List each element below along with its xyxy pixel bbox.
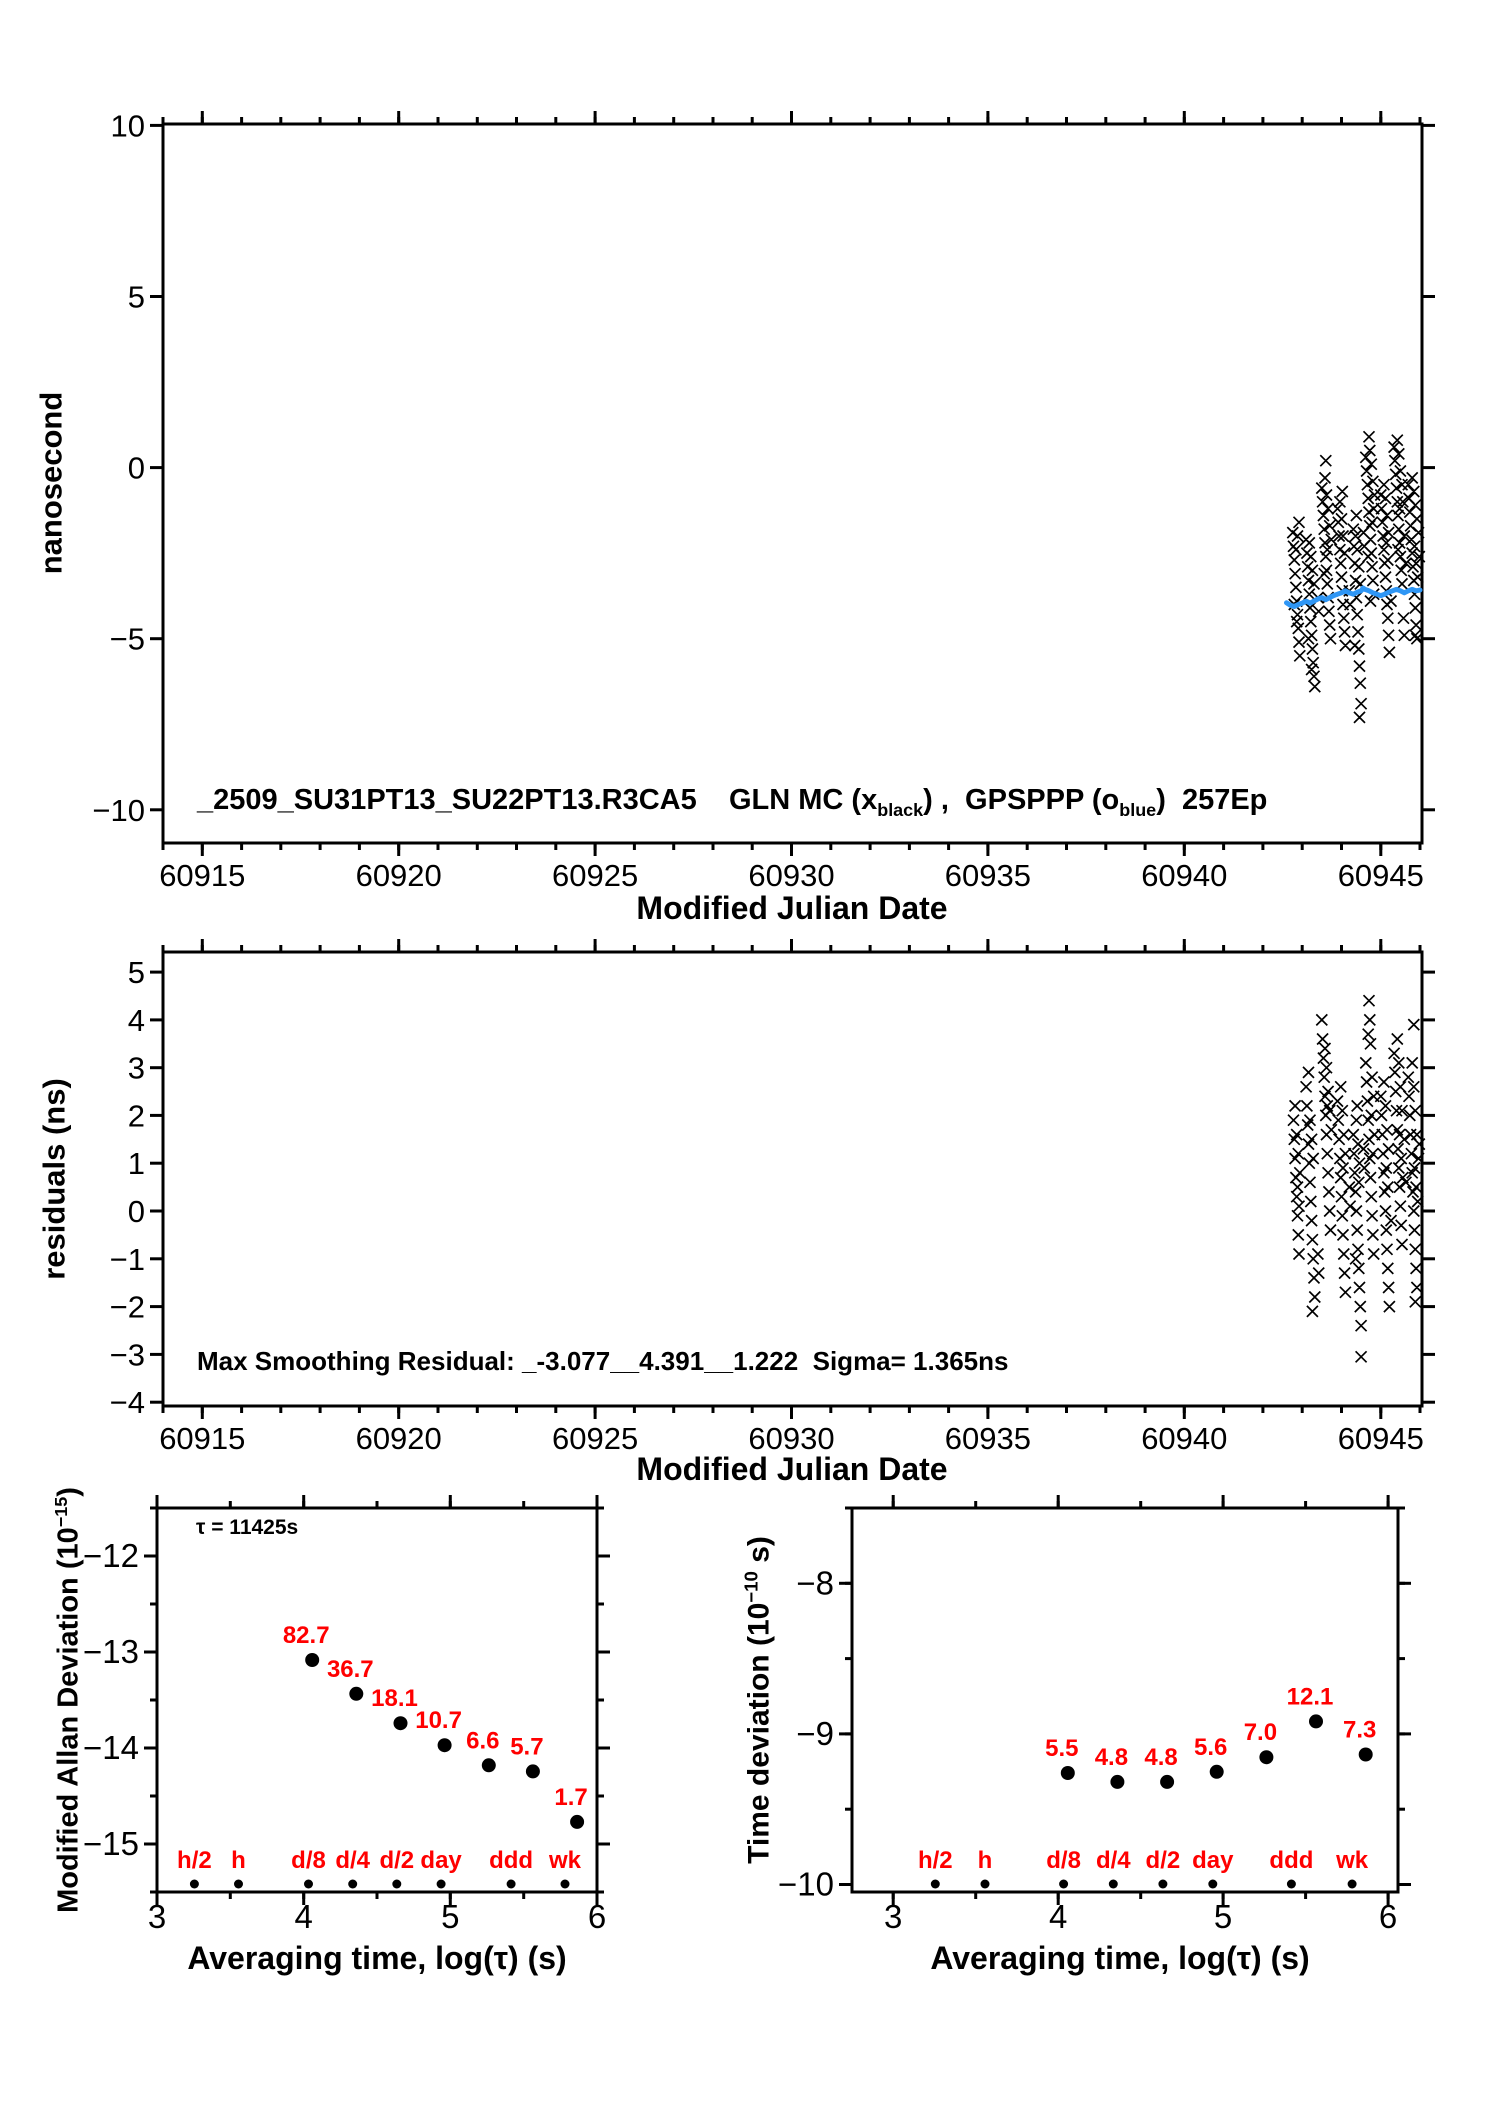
residuals-y-tick-label: −3: [109, 1337, 145, 1373]
mdev-x-tick-label: 6: [587, 1898, 607, 1935]
tdev-tau-label: day: [1192, 1847, 1234, 1874]
tdev-tau-label: h/2: [917, 1847, 953, 1874]
residuals-y-tick-label: 1: [127, 1146, 145, 1182]
mdev-tau-label: h: [231, 1847, 246, 1874]
max-smoothing-residual-annotation: Max Smoothing Residual: _-3.077__4.391__1.222 Sigma= 1.365ns: [197, 1346, 1009, 1376]
residuals-x-tick-label: 60920: [355, 1421, 442, 1456]
tdev-x-tick-label: 4: [1049, 1898, 1068, 1935]
mdev-tau-dot: [561, 1880, 570, 1889]
panel4-y-axis-label: Time deviation ($10^{-10}$ s): [740, 1536, 776, 1864]
tdev-tau-dot: [931, 1880, 940, 1889]
tdev-tau-dot: [1208, 1880, 1217, 1889]
tdev-point: [1110, 1775, 1124, 1789]
tdev-point: [1061, 1766, 1075, 1780]
phase-x-marks: [1287, 431, 1425, 723]
tdev-point-value-label: 7.3: [1343, 1716, 1377, 1744]
tdev-point-value-label: 5.5: [1045, 1735, 1079, 1762]
mdev-point-value-label: 36.7: [326, 1655, 374, 1683]
mdev-tau-dot: [348, 1880, 357, 1889]
mdev-tau-label: d/8: [291, 1847, 326, 1874]
mdev-tau-label: d/4: [335, 1847, 371, 1874]
tdev-tau-dot: [1109, 1880, 1118, 1889]
phase-y-tick-label: 10: [110, 108, 145, 144]
mdev-point-value-label: 1.7: [554, 1783, 588, 1811]
residuals-y-tick-label: 0: [127, 1194, 145, 1229]
mdev-tau-dot: [392, 1880, 401, 1889]
mdev-point-value-label: 10.7: [415, 1707, 462, 1735]
residuals-y-tick-label: 3: [127, 1050, 145, 1086]
mdev-tau-dot: [234, 1880, 243, 1889]
mdev-tau-label: wk: [548, 1847, 582, 1874]
residuals-y-tick-label: 4: [127, 1002, 145, 1038]
phase-x-tick-label: 60925: [551, 858, 639, 893]
residuals-x-tick-label: 60915: [159, 1421, 246, 1456]
panel2-x-axis-label: Modified Julian Date: [636, 1451, 948, 1487]
phase-panel: [92, 108, 1435, 893]
phase-x-tick-label: 60930: [748, 858, 835, 893]
mdev-point-value-label: 6.6: [466, 1727, 500, 1755]
mdev-y-tick-label: −13: [83, 1633, 139, 1670]
panel3-x-axis-label: Averaging time, log(τ) (s): [187, 1940, 567, 1976]
tdev-point-value-label: 7.0: [1243, 1719, 1278, 1747]
residuals-y-tick-label: 5: [127, 955, 145, 991]
tdev-tau-label: h: [977, 1847, 993, 1874]
panel2-y-axis-label: residuals (ns): [36, 1078, 72, 1280]
mdev-point-value-label: 18.1: [371, 1685, 418, 1713]
phase-plot-box: [163, 124, 1422, 843]
residuals-plot-box: [163, 952, 1422, 1406]
mdev-point: [394, 1716, 408, 1730]
phase-x-tick-label: 60945: [1337, 858, 1424, 893]
tdev-point: [1359, 1748, 1373, 1762]
residuals-y-tick-label: −4: [109, 1385, 145, 1421]
residuals-x-marks: [1288, 995, 1425, 1362]
mdev-tau-label: d/2: [379, 1847, 415, 1874]
mdev-point: [305, 1653, 319, 1667]
mdev-point: [438, 1738, 452, 1752]
phase-y-tick-label: 0: [127, 450, 145, 486]
panel3-y-axis-label: Modified Allan Deviation $(10^{-15})$: [50, 1487, 85, 1913]
residuals-y-tick-label: −2: [109, 1289, 145, 1325]
mdev-point: [526, 1764, 540, 1778]
tdev-tau-dot: [1158, 1880, 1167, 1889]
mdev-point-value-label: 5.7: [510, 1733, 544, 1761]
mdev-panel: [83, 1495, 610, 1935]
phase-y-tick-label: 5: [127, 279, 145, 315]
tdev-tau-dot: [1287, 1880, 1296, 1889]
tdev-y-tick-label: −10: [778, 1865, 834, 1903]
mdev-x-tick-label: 3: [147, 1898, 167, 1935]
tdev-tau-dot: [1059, 1880, 1068, 1889]
mdev-tau-label: ddd: [489, 1847, 534, 1874]
tdev-point: [1309, 1714, 1323, 1728]
tdev-panel: [778, 1495, 1411, 1935]
mdev-tau-label: h/2: [177, 1847, 212, 1874]
tdev-tau-dot: [981, 1880, 990, 1889]
tdev-tau-label: d/4: [1095, 1847, 1131, 1874]
mdev-tau-label: day: [420, 1847, 462, 1874]
mdev-x-tick-label: 4: [294, 1898, 313, 1935]
mdev-x-tick-label: 5: [441, 1898, 460, 1935]
mdev-tau-dot: [190, 1880, 199, 1889]
residuals-x-tick-label: 60930: [748, 1421, 835, 1456]
tau-annotation: τ = 11425s: [196, 1516, 299, 1539]
residuals-y-tick-label: 2: [127, 1098, 145, 1134]
mdev-point: [349, 1687, 363, 1701]
panel1-x-axis-label: Modified Julian Date: [636, 890, 948, 926]
tdev-tau-label: wk: [1336, 1847, 1369, 1874]
mdev-y-tick-label: −15: [83, 1825, 139, 1862]
tdev-y-tick-label: −8: [796, 1564, 834, 1602]
tdev-tau-dot: [1348, 1880, 1357, 1889]
phase-x-tick-label: 60920: [355, 858, 442, 893]
tdev-point: [1259, 1750, 1273, 1764]
residuals-x-tick-label: 60945: [1337, 1421, 1424, 1456]
residuals-x-tick-label: 60940: [1141, 1421, 1228, 1456]
panel1-title: _2509_SU31PT13_SU22PT13.R3CA5 GLN MC $(x_{black})$ , GPSPPP $(o_{blue})$ 257Ep: [197, 784, 1268, 820]
tdev-tau-label: ddd: [1269, 1847, 1314, 1874]
mdev-point: [570, 1815, 584, 1829]
tdev-x-tick-label: 6: [1378, 1898, 1398, 1935]
tdev-x-tick-label: 5: [1213, 1898, 1233, 1935]
tdev-point-value-label: 4.8: [1144, 1743, 1178, 1771]
phase-x-tick-label: 60915: [159, 858, 246, 893]
mdev-tau-dot: [507, 1880, 516, 1889]
tdev-point: [1210, 1765, 1224, 1779]
phase-x-tick-label: 60935: [944, 858, 1032, 893]
mdev-y-tick-label: −14: [83, 1729, 139, 1766]
residuals-x-tick-label: 60925: [551, 1421, 639, 1456]
phase-y-tick-label: −5: [109, 621, 145, 657]
residuals-x-tick-label: 60935: [944, 1421, 1032, 1456]
tdev-point-value-label: 5.6: [1194, 1733, 1228, 1761]
mdev-tau-dot: [437, 1880, 446, 1889]
tdev-tau-label: d/8: [1046, 1847, 1081, 1874]
tdev-point-value-label: 12.1: [1286, 1683, 1334, 1711]
mdev-point-value-label: 82.7: [282, 1622, 330, 1649]
phase-x-tick-label: 60940: [1141, 858, 1228, 893]
tdev-point: [1160, 1775, 1174, 1789]
mdev-tau-dot: [304, 1880, 313, 1889]
panel1-y-axis-label: nanosecond: [33, 391, 69, 575]
tdev-y-tick-label: −9: [796, 1714, 834, 1752]
tdev-point-value-label: 4.8: [1094, 1743, 1129, 1771]
panel4-x-axis-label: Averaging time, log(τ) (s): [930, 1940, 1310, 1976]
tdev-x-tick-label: 3: [884, 1898, 903, 1935]
residuals-y-tick-label: −1: [109, 1241, 145, 1277]
tdev-tau-label: d/2: [1145, 1847, 1181, 1874]
phase-y-tick-label: −10: [92, 792, 145, 828]
residuals-panel: [110, 939, 1435, 1456]
mdev-y-tick-label: −12: [83, 1537, 139, 1574]
mdev-point: [482, 1758, 496, 1772]
